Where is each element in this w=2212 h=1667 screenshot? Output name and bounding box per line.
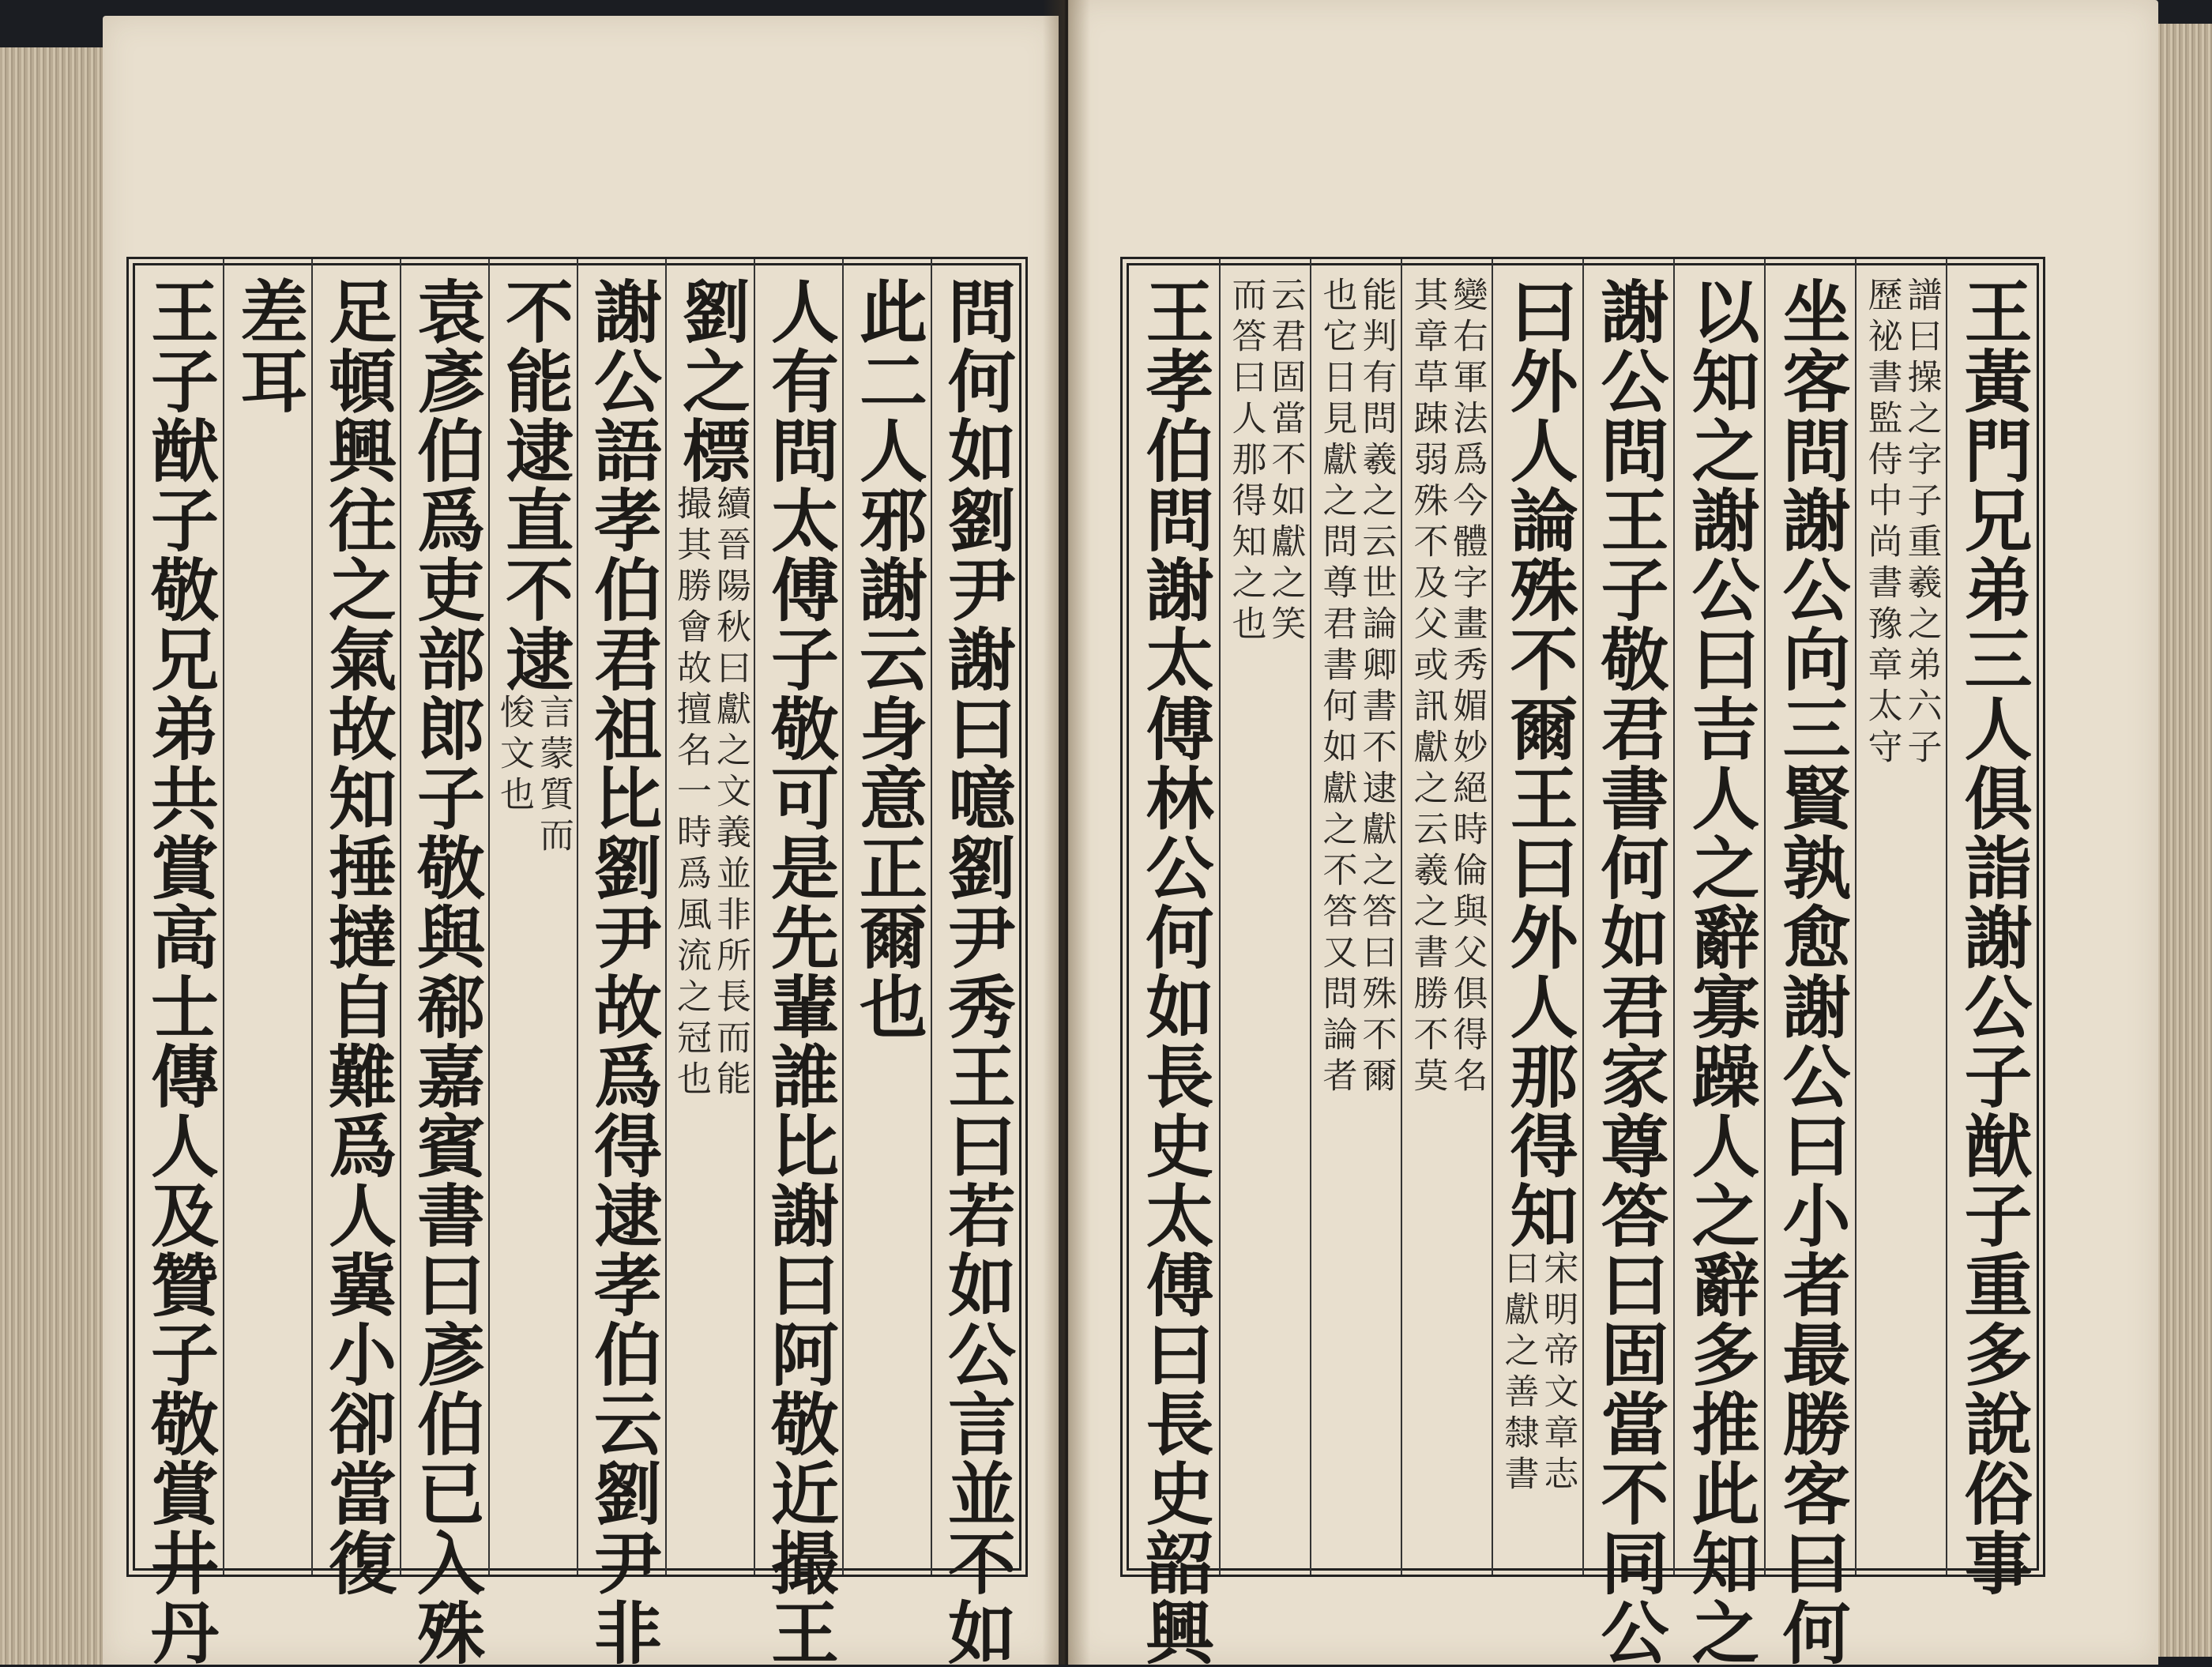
column-text: 以知之謝公曰吉人之辭寡躁人之辭多推此知之 [1680, 277, 1760, 1667]
annotation-line: 云君固當不如獻之笑 [1265, 277, 1306, 646]
annotation-line: 其章草踈弱殊不及父或訊獻之云羲之書勝不莫 [1407, 277, 1448, 1098]
left-page-edges [0, 47, 118, 1665]
column-text: 差耳 [228, 277, 308, 416]
annotation-line: 而答曰人那得知之也 [1225, 277, 1266, 646]
text-column [1855, 259, 1946, 1575]
text-column [1673, 259, 1764, 1667]
column-text: 王黃門兄弟三人俱詣謝公子猷子重多說俗事 [1952, 277, 2033, 1597]
annotation-line: 撮其勝會故擅名一時爲風流之冠也 [671, 485, 711, 1101]
text-column [1128, 259, 1219, 1667]
right-text-frame [1120, 257, 2045, 1667]
annotation-line: 曰獻之善隸書 [1498, 1250, 1539, 1496]
annotation-line: 歷祕書監侍中尚書豫章太守 [1861, 277, 1902, 770]
annotation [1498, 1250, 1578, 1496]
annotation-line: 言蒙質而 [533, 694, 574, 858]
text-column [1946, 259, 2037, 1597]
text-column [754, 259, 842, 1667]
text-column [1219, 259, 1310, 1575]
text-column [577, 259, 665, 1667]
column-text: 謝公問王子敬君書何如君家尊答曰固當不同公 [1589, 277, 1669, 1667]
text-column [311, 259, 400, 1597]
column-text: 王孝伯問謝太傅林公何如長史太傅曰長史韶興 [1134, 277, 1214, 1667]
text-column [665, 259, 754, 1575]
column-text: 謝公語孝伯君祖比劉尹故爲得逮孝伯云劉尹非 [582, 277, 662, 1667]
right-columns [1128, 259, 2037, 1667]
column-text: 曰外人論殊不爾王曰外人那得知 [1498, 277, 1578, 1250]
text-column [931, 259, 1019, 1667]
annotation [494, 694, 574, 858]
text-column [134, 259, 223, 1667]
column-text: 劉之標 [671, 277, 750, 485]
annotation-line: 悛文也 [494, 694, 534, 817]
annotation [1225, 277, 1306, 646]
annotation-line: 能判有問羲之云世論卿書不逮獻之答曰殊不爾 [1356, 277, 1397, 1098]
annotation-line: 也它日見獻之問尊君書何如獻之不答又問論者 [1316, 277, 1357, 1098]
column-text: 足頓興往之氣故知捶撻自難爲人冀小卻當復 [317, 277, 397, 1597]
column-text: 坐客問謝公向三賢孰愈謝公曰小者最勝客曰何 [1770, 277, 1851, 1667]
text-column [1764, 259, 1855, 1667]
text-column [488, 259, 577, 1575]
annotation-line: 宋明帝文章志 [1537, 1250, 1578, 1496]
column-text: 人有問太傅子敬可是先輩誰比謝曰阿敬近撮王 [759, 277, 839, 1667]
text-column [1401, 259, 1492, 1575]
text-column [1310, 259, 1401, 1575]
text-column [842, 259, 931, 1575]
text-column [1582, 259, 1673, 1667]
column-text: 此二人邪謝云身意正爾也 [848, 277, 927, 1041]
column-text: 袁彥伯爲吏部郎子敬與郗嘉賓書曰彥伯已入殊 [405, 277, 485, 1667]
text-column [400, 259, 488, 1667]
annotation [1316, 277, 1397, 1098]
column-text: 王子猷子敬兄弟共賞高士傳人及贊子敬賞井丹 [139, 277, 219, 1667]
book-gutter [1043, 0, 1090, 1665]
left-text-frame [126, 257, 1028, 1667]
annotation-line: 譜曰操之字子重羲之弟六子 [1901, 277, 1942, 770]
text-column [1492, 259, 1582, 1575]
column-text: 不能逮直不逮 [494, 277, 574, 694]
annotation [671, 485, 750, 1101]
annotation-line: 續晉陽秋曰獻之文義並非所長而能 [710, 485, 750, 1101]
text-column [223, 259, 311, 1575]
column-text: 問何如劉尹謝曰噫劉尹秀王曰若如公言並不如 [936, 277, 1016, 1667]
left-columns [134, 259, 1019, 1667]
annotation-line: 變右軍法爲今體字畫秀媚妙絕時倫與父俱得名 [1446, 277, 1488, 1098]
annotation [1407, 277, 1488, 1098]
annotation [1861, 277, 1942, 770]
